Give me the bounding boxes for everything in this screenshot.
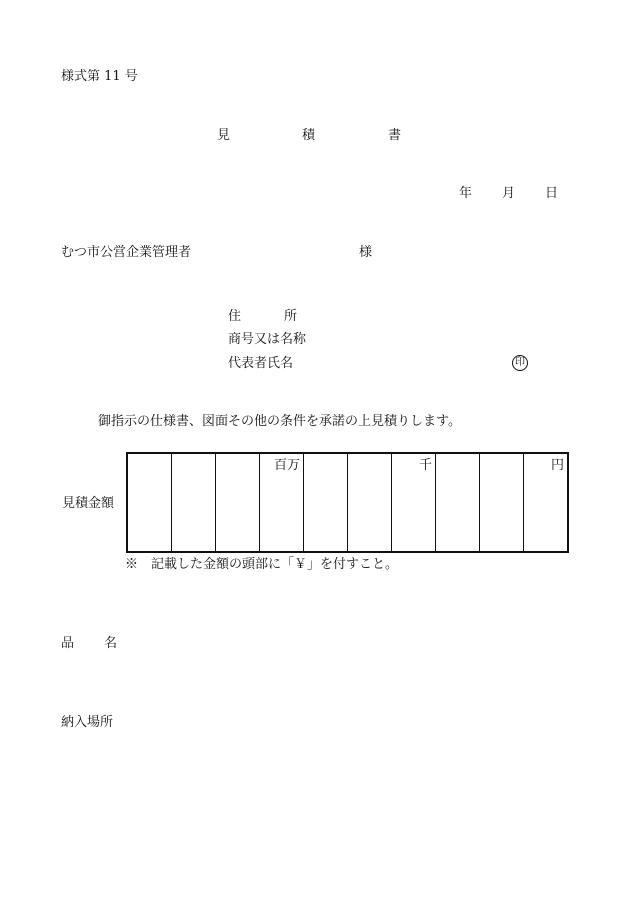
representative-label: 代表者氏名 xyxy=(228,356,294,371)
amount-digit-cell[interactable] xyxy=(524,454,567,551)
digit-unit-label-yen: 円 xyxy=(550,458,564,473)
seal-mark: 印 xyxy=(512,355,528,371)
amount-digit-cell[interactable] xyxy=(392,454,436,551)
form-number: 様式第 11 号 xyxy=(61,69,138,84)
digit-unit-label-thousand: 千 xyxy=(418,458,432,473)
date-day-label: 日 xyxy=(545,186,559,201)
digit-unit-label-million: 百万 xyxy=(273,458,300,473)
item-name-label-1: 品 xyxy=(61,636,75,651)
yen-sign-note: ※ 記載した金額の頭部に「￥」を付すこと。 xyxy=(125,557,399,572)
amount-label: 見積金額 xyxy=(62,496,115,511)
amount-digit-cell[interactable] xyxy=(172,454,216,551)
delivery-place-label: 納入場所 xyxy=(61,715,114,730)
amount-digit-cell[interactable] xyxy=(304,454,348,551)
amount-digit-cell[interactable] xyxy=(216,454,260,551)
amount-digit-cell[interactable] xyxy=(128,454,172,551)
company-name-label: 商号又は名称 xyxy=(228,332,307,347)
title-char-2: 積 xyxy=(302,128,316,143)
addressee-honorific: 様 xyxy=(359,245,373,260)
amount-digit-cell[interactable] xyxy=(480,454,524,551)
amount-table xyxy=(126,452,569,553)
address-label-2: 所 xyxy=(284,309,298,324)
date-year-label: 年 xyxy=(459,186,473,201)
addressee-name: むつ市公営企業管理者 xyxy=(61,245,192,260)
amount-digit-cell[interactable] xyxy=(348,454,392,551)
date-month-label: 月 xyxy=(502,186,516,201)
amount-digit-cell[interactable] xyxy=(260,454,304,551)
title-char-3: 書 xyxy=(388,128,402,143)
item-name-label-2: 名 xyxy=(104,636,118,651)
amount-digit-cell[interactable] xyxy=(436,454,480,551)
address-label-1: 住 xyxy=(228,309,242,324)
statement-text: 御指示の仕様書、図面その他の条件を承諾の上見積りします。 xyxy=(98,414,461,429)
title-char-1: 見 xyxy=(217,128,231,143)
